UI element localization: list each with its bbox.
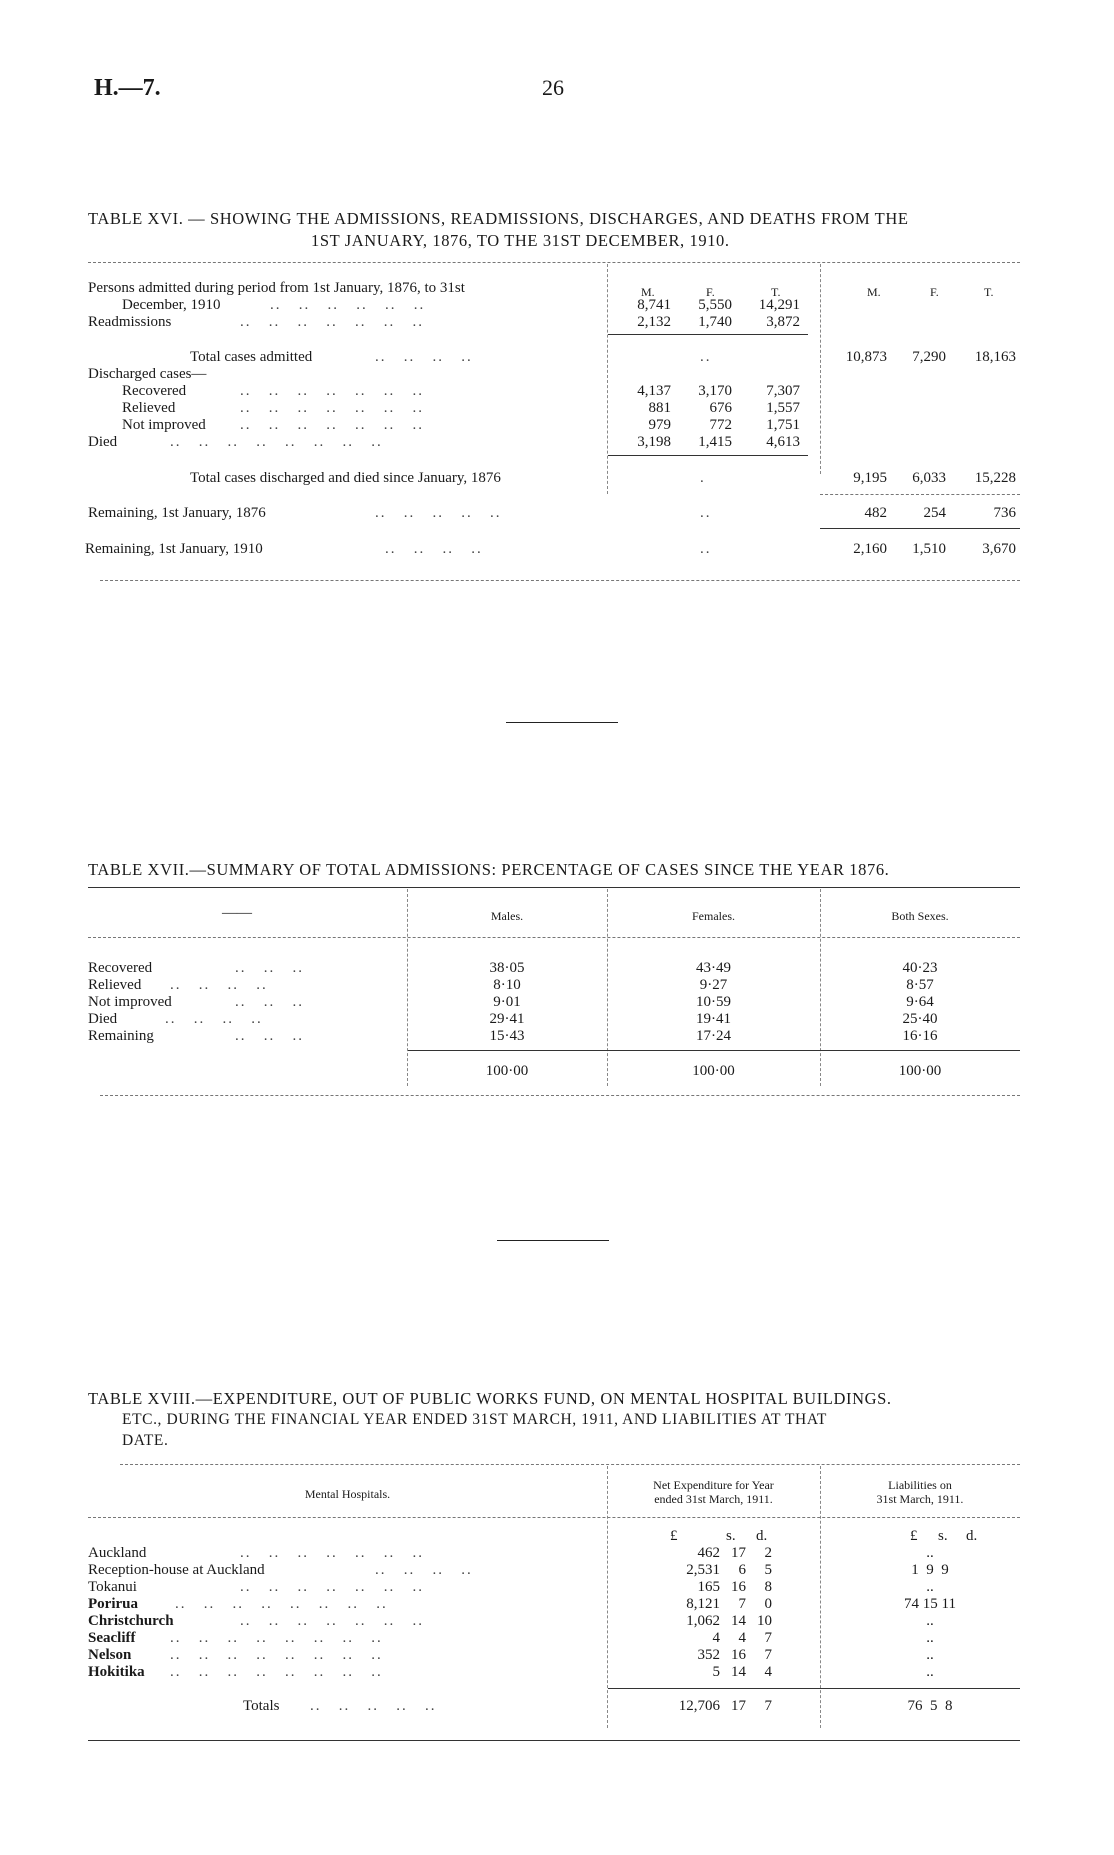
- table-row-label: Recovered: [122, 383, 187, 399]
- expenditure-pounds: 352: [697, 1647, 720, 1663]
- cell-f2: 1,510: [912, 541, 946, 557]
- expenditure-pence: 7: [764, 1647, 772, 1663]
- cell-t2: 736: [993, 505, 1016, 521]
- table-row-label: Discharged cases—: [88, 366, 207, 382]
- expenditure-pounds: 1,062: [686, 1613, 720, 1629]
- cell-males: 15·43: [489, 1028, 525, 1044]
- unit-shillings-liab: s.: [938, 1528, 948, 1544]
- liabilities: 74 15 11: [904, 1596, 956, 1612]
- table-16-title-line1: TABLE XVI. — SHOWING THE ADMISSIONS, READMISSIONS, DISCHARGES, AND DEATHS FROM THE: [88, 209, 909, 228]
- cell-t2: 18,163: [974, 349, 1016, 365]
- hospital-name: Hokitika: [88, 1664, 145, 1680]
- expenditure-pounds: 165: [697, 1579, 720, 1595]
- cell-f: 3,170: [698, 383, 732, 399]
- cell-f: 1,740: [698, 314, 732, 330]
- cell-m2: 9,195: [853, 470, 887, 486]
- unit-pence: d.: [756, 1528, 768, 1544]
- cell-females: 43·49: [696, 960, 731, 976]
- cell-m: 8,741: [637, 297, 671, 313]
- cell-m: 4,137: [637, 383, 671, 399]
- table-row-label: Relieved: [122, 400, 176, 416]
- cell-males: 29·41: [489, 1011, 525, 1027]
- liabilities: ..: [926, 1647, 934, 1663]
- col-m-head: M.: [641, 285, 655, 299]
- expenditure-pence: 0: [764, 1596, 772, 1612]
- cell-t: 7,307: [766, 383, 800, 399]
- cell-both: 40·23: [902, 960, 938, 976]
- expenditure-shillings: 14: [731, 1613, 746, 1629]
- cell-t: 4,613: [766, 434, 800, 450]
- table-17-title: TABLE XVII.—SUMMARY OF TOTAL ADMISSIONS: PERCENTAGE OF CASES SINCE THE YEAR 1876.: [88, 860, 890, 879]
- expenditure-shillings: 16: [731, 1579, 746, 1595]
- page-number: 26: [542, 75, 564, 100]
- cell-both: 16·16: [902, 1028, 938, 1044]
- cell-m: 2,132: [637, 314, 671, 330]
- table-row-label: December, 1910: [122, 297, 221, 313]
- expenditure-pence: 4: [764, 1664, 772, 1680]
- table-row-label: Not improved: [88, 994, 172, 1010]
- table-row-label: Remaining: [88, 1028, 154, 1044]
- cell-t: 1,751: [766, 417, 800, 433]
- expenditure-shillings: 14: [731, 1664, 746, 1680]
- totals-label: Totals: [243, 1698, 280, 1714]
- table-18-title-line1: TABLE XVIII.—EXPENDITURE, OUT OF PUBLIC WORKS FUND, ON MENTAL HOSPITAL BUILDINGS.: [88, 1389, 892, 1408]
- table-row-label: Readmissions: [88, 314, 172, 330]
- cell-both: 25·40: [902, 1011, 938, 1027]
- liabilities: ..: [926, 1664, 934, 1680]
- cell-t2: 3,670: [982, 541, 1016, 557]
- total-both: 100·00: [898, 1063, 942, 1079]
- col-f2-head: F.: [930, 285, 939, 299]
- table-row-label: Remaining, 1st January, 1876: [88, 505, 266, 521]
- expenditure-pounds: 462: [697, 1545, 720, 1561]
- section-divider: [497, 1240, 609, 1241]
- cell-m: 881: [648, 400, 671, 416]
- unit-pence-liab: d.: [966, 1528, 978, 1544]
- col-m2-head: M.: [867, 285, 881, 299]
- cell-males: 38·05: [489, 960, 525, 976]
- unit-pounds: £: [670, 1528, 678, 1544]
- column-males-head: Males.: [490, 909, 524, 923]
- total-expenditure-pounds: 12,706: [678, 1698, 720, 1714]
- expenditure-pounds: 5: [712, 1664, 720, 1680]
- table-row-label: Total cases discharged and died since January, 1876: [190, 470, 501, 486]
- col-f-head: F.: [706, 285, 715, 299]
- hospital-name: Christchurch: [88, 1613, 174, 1629]
- table-row-label: Died: [88, 434, 118, 450]
- unit-shillings: s.: [726, 1528, 736, 1544]
- column-both-head: Both Sexes.: [891, 909, 949, 923]
- cell-m: 979: [648, 417, 671, 433]
- hospital-name: Porirua: [88, 1596, 138, 1612]
- col-t-head: T.: [771, 285, 781, 299]
- table-16-title-line2: 1ST JANUARY, 1876, TO THE 31ST DECEMBER, 1910.: [311, 231, 730, 250]
- liabilities: ..: [926, 1613, 934, 1629]
- cell-both: 8·57: [906, 977, 934, 993]
- expenditure-pence: 2: [764, 1545, 772, 1561]
- cell-females: 9·27: [699, 977, 728, 993]
- column-hospitals-head: Mental Hospitals.: [304, 1487, 391, 1501]
- cell-f2: 7,290: [912, 349, 946, 365]
- unit-pounds-liab: £: [910, 1528, 918, 1544]
- expenditure-pence: 10: [757, 1613, 772, 1629]
- column-expenditure-head-1: Net Expenditure for Year: [653, 1478, 774, 1492]
- table-row-label: Relieved: [88, 977, 142, 993]
- total-females: 100·00: [692, 1063, 735, 1079]
- table-row-label: Remaining, 1st January, 1910: [85, 541, 263, 557]
- cell-t2: 15,228: [974, 470, 1016, 486]
- hospital-name: Tokanui: [88, 1579, 137, 1595]
- liabilities: ..: [926, 1579, 934, 1595]
- expenditure-pence: 5: [764, 1562, 772, 1578]
- expenditure-shillings: 6: [738, 1562, 746, 1578]
- cell-f2: 254: [923, 505, 946, 521]
- cell-m2: 10,873: [845, 349, 887, 365]
- column-blank-head: ——: [222, 905, 252, 921]
- column-liabilities-head-1: Liabilities on: [888, 1478, 952, 1492]
- document-reference: H.—7.: [94, 75, 161, 101]
- column-females-head: Females.: [692, 909, 735, 923]
- column-expenditure-head-2: ended 31st March, 1911.: [654, 1492, 773, 1506]
- hospital-name: Reception-house at Auckland: [88, 1562, 265, 1578]
- cell-females: 19·41: [696, 1011, 731, 1027]
- liabilities: 1 9 9: [911, 1562, 949, 1578]
- cell-both: 9·64: [906, 994, 934, 1010]
- total-expenditure-shillings: 17: [731, 1698, 746, 1714]
- expenditure-pounds: 4: [712, 1630, 720, 1646]
- cell-f: 676: [709, 400, 732, 416]
- liabilities: ..: [926, 1630, 934, 1646]
- cell-m2: 2,160: [853, 541, 887, 557]
- table-row-label: Persons admitted during period from 1st January, 1876, to 31st: [88, 280, 465, 296]
- expenditure-shillings: 16: [731, 1647, 746, 1663]
- table-row-label: Total cases admitted: [190, 349, 313, 365]
- expenditure-pence: 8: [764, 1579, 772, 1595]
- table-row-label: Died: [88, 1011, 118, 1027]
- hospital-name: Auckland: [88, 1545, 147, 1561]
- expenditure-shillings: 4: [738, 1630, 746, 1646]
- cell-f2: 6,033: [912, 470, 946, 486]
- table-18-title-line2: ETC., DURING THE FINANCIAL YEAR ENDED 31ST MARCH, 1911, AND LIABILITIES AT THAT: [122, 1411, 827, 1428]
- cell-males: 8·10: [493, 977, 521, 993]
- cell-t: 14,291: [758, 297, 800, 313]
- cell-t: 3,872: [766, 314, 800, 330]
- total-males: 100·00: [485, 1063, 529, 1079]
- expenditure-pounds: 2,531: [686, 1562, 720, 1578]
- cell-t: 1,557: [766, 400, 800, 416]
- cell-females: 17·24: [696, 1028, 731, 1044]
- col-t2-head: T.: [984, 285, 994, 299]
- cell-f: 1,415: [698, 434, 732, 450]
- expenditure-shillings: 7: [738, 1596, 746, 1612]
- total-expenditure-pence: 7: [764, 1698, 772, 1714]
- hospital-name: Seacliff: [88, 1630, 136, 1646]
- expenditure-pence: 7: [764, 1630, 772, 1646]
- cell-m2: 482: [864, 505, 887, 521]
- hospital-name: Nelson: [88, 1647, 132, 1663]
- total-liabilities: 76 5 8: [907, 1698, 953, 1714]
- expenditure-shillings: 17: [731, 1545, 746, 1561]
- cell-f: 772: [709, 417, 732, 433]
- liabilities: ..: [926, 1545, 934, 1561]
- cell-females: 10·59: [696, 994, 731, 1010]
- section-divider: [506, 722, 618, 723]
- cell-m: 3,198: [637, 434, 671, 450]
- cell-males: 9·01: [493, 994, 521, 1010]
- cell-f: 5,550: [698, 297, 732, 313]
- table-18-title-line3: DATE.: [122, 1432, 169, 1449]
- table-row-label: Not improved: [122, 417, 206, 433]
- table-row-label: Recovered: [88, 960, 153, 976]
- column-liabilities-head-2: 31st March, 1911.: [876, 1492, 964, 1506]
- expenditure-pounds: 8,121: [686, 1596, 720, 1612]
